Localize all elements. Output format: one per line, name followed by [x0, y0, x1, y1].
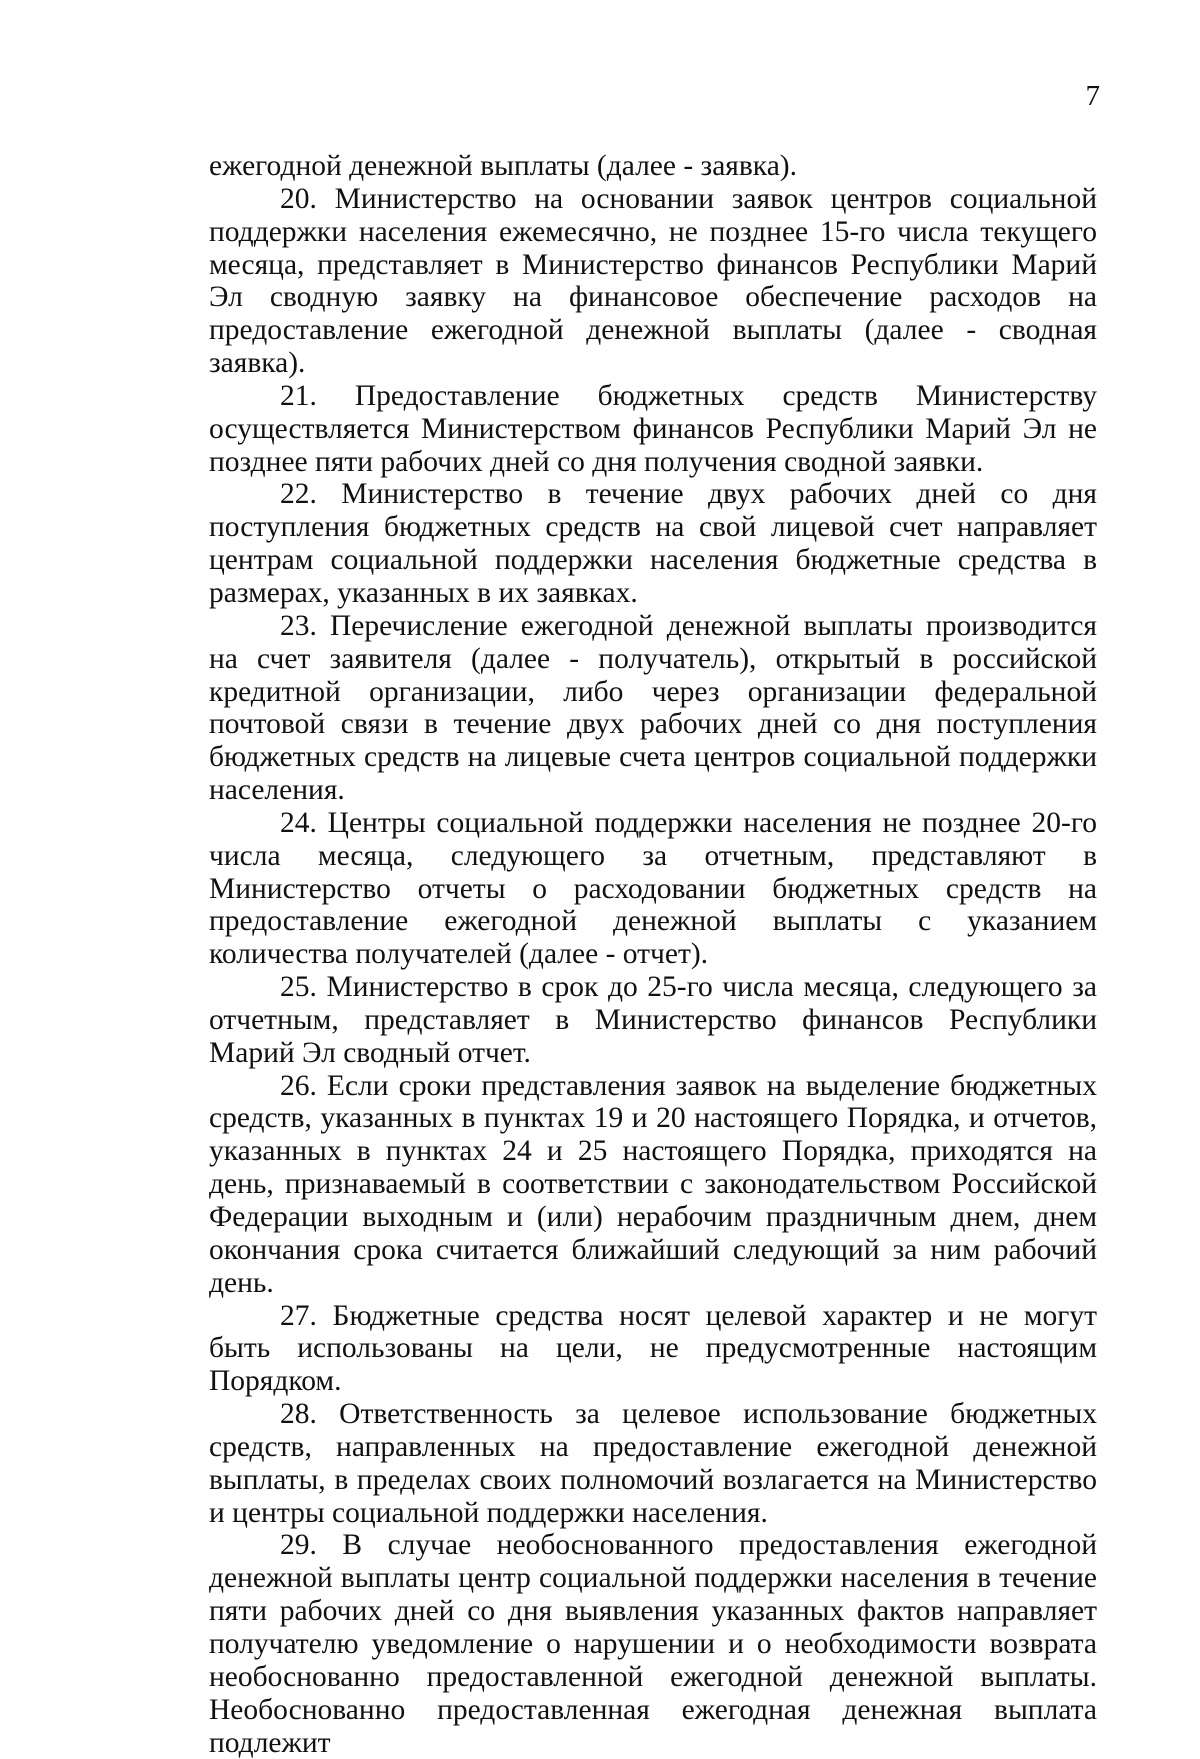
paragraph-item-22: 22. Министерство в течение двух рабочих дней со дня поступления бюджетных средств на свой лицевой счет направляет центрам социальной поддержки населения бюджетные средства в размерах, указанных в их заявках. — [209, 478, 1097, 609]
paragraph-item-20: 20. Министерство на основании заявок центров социальной поддержки населения ежемесячно, не позднее 15-го числа текущего месяца, представляет в Министерство финансов Республики Марий Эл сводную заявку на финансовое обеспечение расходов на предоставление ежегодной денежной выплаты (далее - сводная заявка). — [209, 182, 1097, 380]
paragraph-item-27: 27. Бюджетные средства носят целевой характер и не могут быть использованы на цели, не предусмотренные настоящим Порядком. — [209, 1299, 1097, 1398]
paragraph-item-29: 29. В случае необоснованного предоставления ежегодной денежной выплаты центр социальной поддержки населения в течение пяти рабочих дней со дня выявления указанных фактов направляет получателю уведомление о нарушении и о необходимости возврата необоснованно предоставленной ежегодной денежной выплаты. Необоснованно предоставленная ежегодная денежная выплата подлежит — [209, 1529, 1097, 1759]
page-number: 7 — [1085, 80, 1100, 112]
paragraph-item-25: 25. Министерство в срок до 25-го числа месяца, следующего за отчетным, представляет в Министерство финансов Республики Марий Эл сводный отчет. — [209, 971, 1097, 1069]
paragraph-item-23: 23. Перечисление ежегодной денежной выплаты производится на счет заявителя (далее - получатель), открытый в российской кредитной организации, либо через организации федеральной почтовой связи в течение двух рабочих дней со дня поступления бюджетных средств на лицевые счета центров социальной поддержки населения. — [209, 609, 1097, 807]
document-body — [209, 150, 1097, 1759]
paragraph-item-24: 24. Центры социальной поддержки населения не позднее 20-го числа месяца, следующего за отчетным, представляют в Министерство отчеты о расходовании бюджетных средств на предоставление ежегодной денежной выплаты с указанием количества получателей (далее - отчет). — [209, 806, 1097, 971]
paragraph-item-21: 21. Предоставление бюджетных средств Министерству осуществляется Министерством финансов Республики Марий Эл не позднее пяти рабочих дней со дня получения сводной заявки. — [209, 379, 1097, 478]
paragraph-item-26: 26. Если сроки представления заявок на выделение бюджетных средств, указанных в пунктах 19 и 20 настоящего Порядка, и отчетов, указанных в пунктах 24 и 25 настоящего Порядка, приходятся на день, признаваемый в соответствии с законодательством Российской Федерации выходным и (или) нерабочим праздничным днем, днем окончания срока считается ближайший следующий за ним рабочий день. — [209, 1069, 1097, 1299]
paragraph-continuation: ежегодной денежной выплаты (далее - заявка). — [209, 150, 797, 182]
paragraph-item-28: 28. Ответственность за целевое использование бюджетных средств, направленных на предоставление ежегодной денежной выплаты, в пределах своих полномочий возлагается на Министерство и центры социальной поддержки населения. — [209, 1398, 1097, 1529]
